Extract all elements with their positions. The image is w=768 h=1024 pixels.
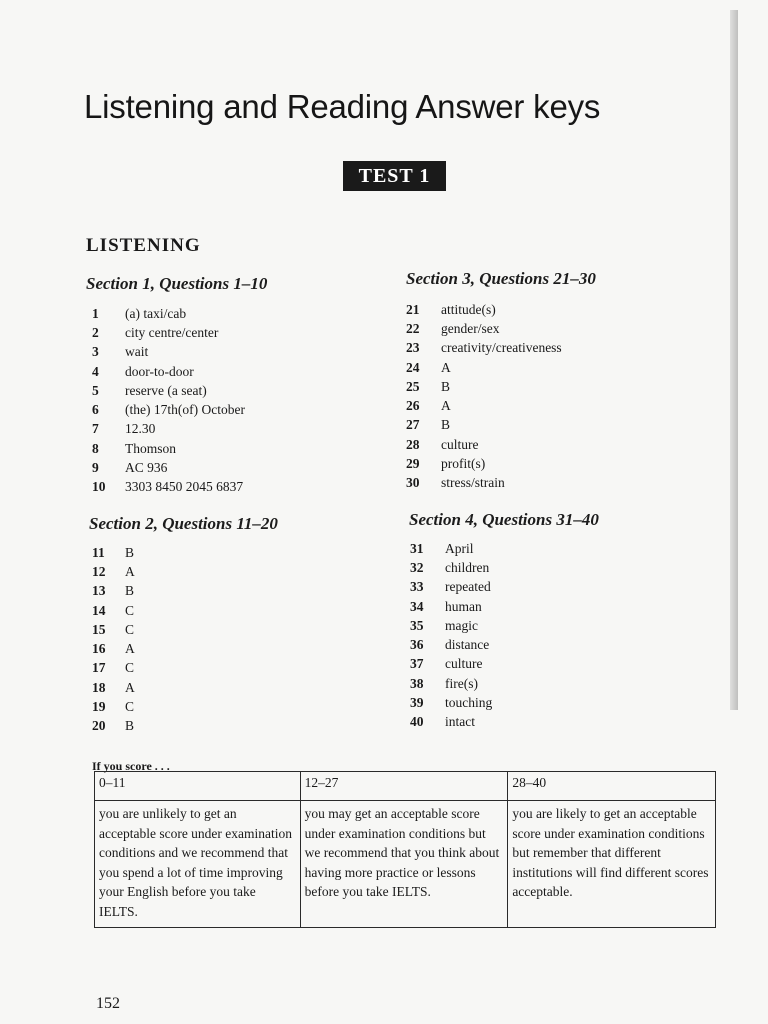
section-1-heading: Section 1, Questions 1–10 <box>86 274 268 293</box>
question-number: 21 <box>406 301 420 317</box>
answer-text: creativity/creativeness <box>441 340 562 356</box>
question-number: 8 <box>92 440 99 456</box>
answer-row <box>404 474 562 493</box>
answer-row <box>90 678 135 697</box>
answer-row <box>90 478 245 497</box>
answer-row <box>404 396 562 415</box>
answer-row <box>408 539 492 558</box>
question-number: 34 <box>410 598 424 614</box>
page-number: 152 <box>96 995 120 1012</box>
section-3-heading: Section 3, Questions 21–30 <box>406 269 596 288</box>
question-number: 32 <box>410 559 424 575</box>
section-2-answers <box>90 543 135 736</box>
answer-row <box>408 635 492 654</box>
question-number: 30 <box>406 475 420 491</box>
score-label: If you score . . . <box>92 759 170 773</box>
answer-text: C <box>125 621 135 637</box>
answer-text: (the) 17th(of) October <box>125 402 245 418</box>
answer-row <box>90 458 245 477</box>
question-number: 4 <box>92 363 99 379</box>
question-number: 22 <box>406 320 420 336</box>
answer-row <box>90 400 245 419</box>
answer-text: distance <box>445 637 490 653</box>
answer-row <box>90 362 245 381</box>
answer-text: Thomson <box>125 440 177 456</box>
answer-row <box>90 304 245 323</box>
test-badge: TEST 1 <box>343 161 446 191</box>
answer-row <box>90 439 245 458</box>
answer-text: C <box>125 602 135 618</box>
question-number: 19 <box>92 699 106 715</box>
question-number: 40 <box>410 714 424 730</box>
answer-row <box>404 377 562 396</box>
question-number: 10 <box>92 479 106 495</box>
answer-row <box>404 300 562 319</box>
answer-row <box>408 655 492 674</box>
question-number: 29 <box>406 456 420 472</box>
answer-text: door-to-door <box>125 363 194 379</box>
answer-text: A <box>125 563 135 579</box>
answer-row <box>90 717 135 736</box>
answer-text: B <box>125 718 135 734</box>
question-number: 33 <box>410 579 424 595</box>
question-number: 24 <box>406 359 420 375</box>
answer-text: intact <box>445 714 475 730</box>
question-number: 17 <box>92 660 106 676</box>
question-number: 5 <box>92 382 99 398</box>
answer-row <box>404 319 562 338</box>
answer-row <box>404 416 562 435</box>
answer-text: B <box>441 378 451 394</box>
section-3-answers <box>404 300 562 493</box>
section-4-answers <box>408 539 492 732</box>
answer-row <box>408 693 492 712</box>
answer-text: profit(s) <box>441 456 486 472</box>
answer-text: 12.30 <box>125 421 156 437</box>
answer-row <box>408 558 492 577</box>
answer-row <box>90 323 245 342</box>
answer-row <box>408 713 492 732</box>
section-4-heading: Section 4, Questions 31–40 <box>409 510 599 529</box>
question-number: 11 <box>92 544 105 560</box>
answer-row <box>404 454 562 473</box>
score-range: 12–27 <box>300 772 508 801</box>
answer-text: April <box>445 540 474 556</box>
section-2-heading: Section 2, Questions 11–20 <box>89 514 278 533</box>
score-header-row <box>95 772 716 801</box>
answer-text: B <box>441 417 451 433</box>
answer-text: A <box>125 641 135 657</box>
question-number: 39 <box>410 695 424 711</box>
answer-row <box>90 343 245 362</box>
answer-row <box>90 582 135 601</box>
answer-row <box>408 578 492 597</box>
answer-text: C <box>125 699 135 715</box>
answer-row <box>408 597 492 616</box>
answer-text: A <box>125 679 135 695</box>
question-number: 35 <box>410 617 424 633</box>
question-number: 37 <box>410 656 424 672</box>
answer-text: magic <box>445 617 478 633</box>
question-number: 6 <box>92 402 99 418</box>
answer-row <box>408 674 492 693</box>
question-number: 20 <box>92 718 106 734</box>
answer-text: B <box>125 544 135 560</box>
answer-row <box>90 381 245 400</box>
question-number: 18 <box>92 679 106 695</box>
answer-text: repeated <box>445 579 491 595</box>
page-title: Listening and Reading Answer keys <box>84 88 601 125</box>
question-number: 28 <box>406 436 420 452</box>
answer-text: (a) taxi/cab <box>125 305 187 321</box>
answer-row <box>90 543 135 562</box>
question-number: 2 <box>92 324 99 340</box>
question-number: 36 <box>410 637 424 653</box>
answer-row <box>90 639 135 658</box>
answer-row <box>404 339 562 358</box>
answer-text: C <box>125 660 135 676</box>
answer-text: attitude(s) <box>441 301 496 317</box>
answer-text: stress/strain <box>441 475 505 491</box>
answer-text: A <box>441 359 451 375</box>
score-description: you are unlikely to get an acceptable score under examination conditions and we recommend that you spend a lot of time improving your English before you take IELTS. <box>95 801 301 928</box>
question-number: 31 <box>410 540 424 556</box>
answer-text: culture <box>441 436 479 452</box>
question-number: 3 <box>92 344 99 360</box>
question-number: 14 <box>92 602 106 618</box>
page-edge-shadow <box>730 10 738 710</box>
question-number: 26 <box>406 398 420 414</box>
answer-text: fire(s) <box>445 675 478 691</box>
question-number: 38 <box>410 675 424 691</box>
answer-row <box>90 420 245 439</box>
answer-text: culture <box>445 656 483 672</box>
answer-text: B <box>125 583 135 599</box>
question-number: 16 <box>92 641 106 657</box>
answer-row <box>404 435 562 454</box>
answer-row <box>90 562 135 581</box>
listening-heading: LISTENING <box>86 235 201 256</box>
score-description-row <box>95 801 716 928</box>
question-number: 23 <box>406 340 420 356</box>
score-description: you may get an acceptable score under examination conditions but we recommend that you think about having more practice or lessons before you take IELTS. <box>300 801 508 928</box>
answer-text: human <box>445 598 482 614</box>
answer-text: 3303 8450 2045 6837 <box>125 479 244 495</box>
section-1-answers <box>90 304 245 497</box>
score-description: you are likely to get an acceptable score under examination conditions but remember that different institutions will find different scores acceptable. <box>508 801 716 928</box>
answer-text: A <box>441 398 451 414</box>
answer-row <box>408 616 492 635</box>
answer-row <box>404 358 562 377</box>
answer-row <box>90 601 135 620</box>
answer-text: gender/sex <box>441 320 500 336</box>
score-range: 0–11 <box>95 772 301 801</box>
answer-text: city centre/center <box>125 324 219 340</box>
answer-row <box>90 659 135 678</box>
question-number: 13 <box>92 583 106 599</box>
question-number: 7 <box>92 421 99 437</box>
answer-row <box>90 620 135 639</box>
answer-text: children <box>445 559 490 575</box>
question-number: 27 <box>406 417 420 433</box>
question-number: 1 <box>92 305 99 321</box>
answer-text: wait <box>125 344 149 360</box>
score-table <box>94 771 716 928</box>
question-number: 25 <box>406 378 420 394</box>
question-number: 12 <box>92 563 106 579</box>
score-range: 28–40 <box>508 772 716 801</box>
answer-text: reserve (a seat) <box>125 382 207 398</box>
question-number: 15 <box>92 621 106 637</box>
answer-row <box>90 697 135 716</box>
answer-text: touching <box>445 695 493 711</box>
answer-text: AC 936 <box>125 460 168 476</box>
question-number: 9 <box>92 460 99 476</box>
